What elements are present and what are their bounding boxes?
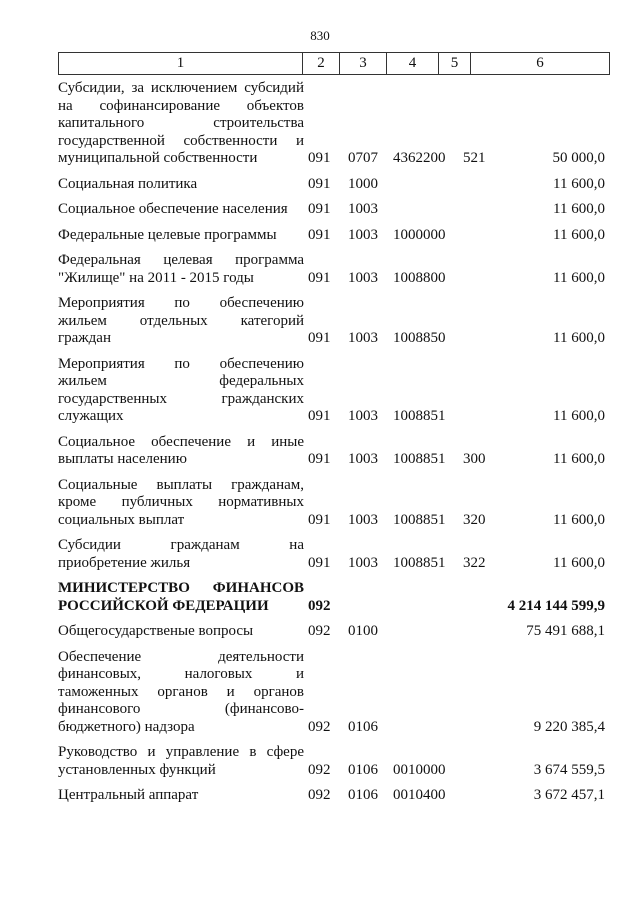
code-expense-type: 300 [463, 451, 486, 467]
row-name-line: Обеспечение деятельности [58, 648, 304, 665]
code-ministry: 091 [308, 226, 331, 243]
code-ministry: 091 [308, 269, 331, 286]
row-name-line: Федеральные целевые программы [58, 226, 277, 243]
row-name-line: финансового (финансово- [58, 701, 304, 717]
header-col-2: 2 [303, 53, 340, 75]
header-col-4: 4 [387, 53, 439, 75]
code-section: 1003 [348, 269, 378, 286]
table-row [58, 176, 610, 194]
code-ministry: 091 [308, 201, 331, 217]
table-row [58, 649, 610, 737]
table-row [58, 356, 610, 426]
row-name-line: кроме публичных нормативных [58, 494, 304, 510]
row-name [58, 176, 304, 194]
row-name-line: социальных выплат [58, 511, 185, 528]
row-name-line: капитального строительства [58, 115, 304, 131]
row-name [58, 356, 304, 426]
row-name-line: "Жилище" на 2011 - 2015 годы [58, 269, 254, 286]
code-ministry: 091 [308, 175, 331, 192]
row-name-line: Центральный аппарат [58, 787, 199, 803]
row-name [58, 227, 304, 245]
row-name [58, 252, 304, 287]
code-section: 0106 [348, 761, 378, 778]
code-target-item: 1008851 [393, 511, 446, 528]
row-amount: 9 220 385,4 [533, 718, 605, 735]
row-name [58, 295, 304, 348]
row-amount: 3 674 559,5 [533, 761, 605, 778]
code-ministry: 091 [308, 451, 331, 467]
code-ministry: 091 [308, 554, 331, 571]
row-name [58, 623, 304, 641]
header-col-3: 3 [340, 53, 387, 75]
header-col-1: 1 [59, 53, 303, 75]
row-name-line: таможенных органов и органов [58, 683, 304, 700]
row-amount: 11 600,0 [553, 201, 605, 217]
row-name-line: жильем федеральных [58, 373, 304, 389]
code-target-item: 0010400 [393, 787, 446, 803]
code-section: 1003 [348, 330, 378, 346]
code-section: 0707 [348, 150, 378, 166]
code-target-item: 1000000 [393, 226, 446, 243]
code-expense-type: 521 [463, 150, 486, 166]
code-section: 1003 [348, 451, 378, 467]
row-name-line: Социальное обеспечение населения [58, 201, 288, 217]
header-col-6: 6 [471, 53, 610, 75]
row-name [58, 201, 304, 219]
row-name-line: Руководство и управление в сфере [58, 744, 304, 760]
budget-table-body [58, 80, 610, 813]
table-row [58, 80, 610, 168]
row-name-line: государственных гражданских [58, 390, 304, 407]
row-name [58, 80, 304, 168]
row-name [58, 580, 304, 615]
table-row [58, 537, 610, 572]
code-target-item: 1008800 [393, 269, 446, 286]
code-section: 0106 [348, 718, 378, 735]
code-section: 1003 [348, 511, 378, 528]
page-number: 830 [310, 28, 330, 43]
row-name-line: приобретение жилья [58, 554, 191, 571]
row-name-line: Субсидии, за исключением субсидий [58, 80, 304, 96]
row-amount: 11 600,0 [553, 408, 605, 424]
row-name-line: Мероприятия по обеспечению [58, 295, 304, 311]
code-ministry: 092 [308, 597, 331, 614]
row-name [58, 537, 304, 572]
row-name-line: РОССИЙСКОЙ ФЕДЕРАЦИИ [58, 597, 269, 614]
row-name-line: финансовых, налоговых и [58, 666, 304, 682]
code-target-item: 1008850 [393, 330, 446, 346]
row-amount: 11 600,0 [553, 269, 605, 286]
row-name-line: Социальные выплаты гражданам, [58, 476, 304, 493]
code-section: 1003 [348, 201, 378, 217]
table-row [58, 201, 610, 219]
row-amount: 11 600,0 [553, 554, 605, 571]
code-target-item: 1008851 [393, 554, 446, 571]
row-name-line: бюджетного) надзора [58, 718, 195, 735]
table-row [58, 295, 610, 348]
row-name [58, 477, 304, 530]
row-name-line: установленных функций [58, 761, 216, 778]
row-amount: 11 600,0 [553, 226, 605, 243]
row-name-line: Социальное обеспечение и иные [58, 433, 304, 450]
code-section: 1003 [348, 408, 378, 424]
row-name [58, 434, 304, 469]
table-row [58, 580, 610, 615]
code-ministry: 091 [308, 511, 331, 528]
code-ministry: 092 [308, 718, 331, 735]
code-ministry: 092 [308, 623, 331, 639]
row-name [58, 744, 304, 779]
code-ministry: 092 [308, 787, 331, 803]
row-name-line: МИНИСТЕРСТВО ФИНАНСОВ [58, 580, 304, 596]
row-name-line: служащих [58, 408, 124, 424]
code-section: 1000 [348, 175, 378, 192]
row-amount: 3 672 457,1 [533, 787, 605, 803]
row-amount: 11 600,0 [553, 330, 605, 346]
code-ministry: 092 [308, 761, 331, 778]
code-section: 0106 [348, 787, 378, 803]
row-amount: 11 600,0 [553, 175, 605, 192]
code-expense-type: 320 [463, 511, 486, 528]
row-name-line: граждан [58, 330, 111, 346]
row-name-line: Общегосударственые вопросы [58, 623, 254, 639]
code-ministry: 091 [308, 330, 331, 346]
code-section: 1003 [348, 554, 378, 571]
row-name [58, 787, 304, 805]
row-name-line: жильем отдельных категорий [58, 312, 304, 329]
table-row [58, 623, 610, 641]
table-header [58, 52, 610, 75]
code-target-item: 0010000 [393, 761, 446, 778]
code-section: 1003 [348, 226, 378, 243]
code-ministry: 091 [308, 408, 331, 424]
row-amount: 11 600,0 [553, 511, 605, 528]
row-name-line: Федеральная целевая программа [58, 252, 304, 268]
table-row [58, 227, 610, 245]
table-row [58, 434, 610, 469]
row-amount: 75 491 688,1 [526, 623, 605, 639]
code-target-item: 1008851 [393, 408, 446, 424]
row-name-line: выплаты населению [58, 451, 187, 467]
row-amount: 11 600,0 [553, 451, 605, 467]
row-name-line: Мероприятия по обеспечению [58, 355, 304, 372]
row-name [58, 649, 304, 737]
code-ministry: 091 [308, 150, 331, 166]
code-target-item: 4362200 [393, 150, 446, 166]
code-section: 0100 [348, 623, 378, 639]
row-amount: 4 214 144 599,9 [507, 597, 605, 614]
row-amount: 50 000,0 [552, 150, 605, 166]
table-row [58, 787, 610, 805]
table-row [58, 744, 610, 779]
row-name-line: государственной собственности и [58, 132, 304, 149]
row-name-line: муниципальной собственности [58, 150, 258, 166]
row-name-line: Субсидии гражданам на [58, 537, 304, 553]
code-expense-type: 322 [463, 554, 486, 571]
row-name-line: на софинансирование объектов [58, 97, 304, 114]
table-row [58, 252, 610, 287]
table-row [58, 477, 610, 530]
code-target-item: 1008851 [393, 451, 446, 467]
row-name-line: Социальная политика [58, 175, 198, 192]
header-col-5: 5 [439, 53, 471, 75]
